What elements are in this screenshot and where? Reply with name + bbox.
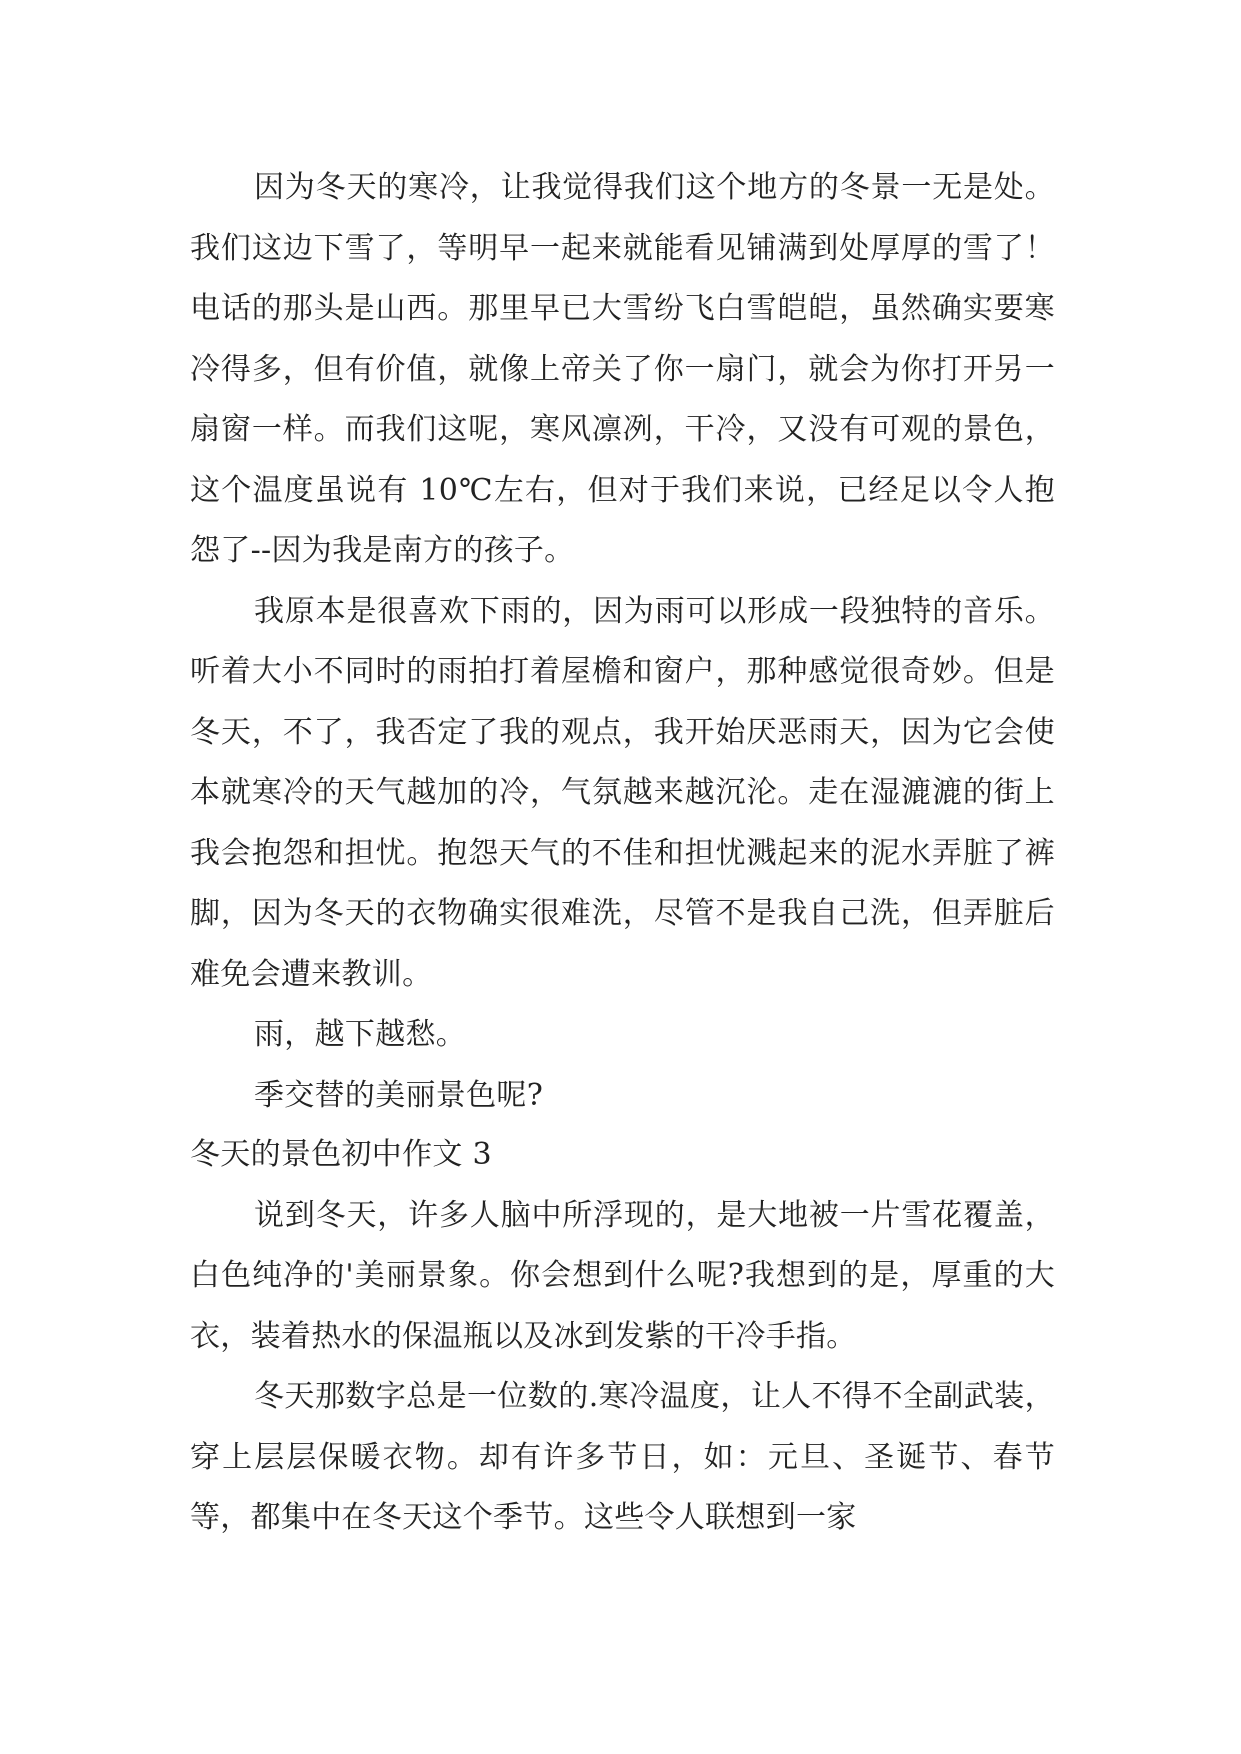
- text-line: 不是我自己洗，但弄脏后难免会遭来教训。: [190, 896, 1055, 992]
- text-line: 起来的泥水弄脏了裤脚，因为冬天的衣物确实很难洗，尽管: [190, 835, 1056, 931]
- text-line: 厚重的大衣，装着热水的保温瓶以及冰到发紫的干冷手指。: [190, 1258, 1055, 1354]
- essay-body-part-1: [190, 158, 1055, 1126]
- essay-title: 冬天的景色初中作文 3: [190, 1137, 492, 1172]
- text-line: 盖，白色纯净的'美丽景象。你会想到什么呢?我想到的是，: [190, 1197, 1055, 1293]
- text-line: 节、春节等，都集中在冬天这个季节。这些令人联想到一家: [190, 1439, 1056, 1535]
- text-line: 来说，已经足以令人抱怨了--因为我是南方的孩子。: [190, 472, 1055, 568]
- text-line: 妙。但是冬天，不了，我否定了我的观点，我开始厌恶雨天，: [190, 654, 1055, 750]
- text-line: 又没有可观的景色，这个温度虽说有 10℃左右，但对于我们: [190, 412, 1056, 508]
- paragraph-rain: [190, 582, 1055, 1006]
- text-line: 我原本是很喜欢下雨的，因为雨可以形成一段独特的音: [254, 593, 994, 629]
- text-line: 说到冬天，许多人脑中所浮现的，是大地被一片雪花覆: [254, 1197, 994, 1233]
- paragraph-season-question: [190, 1066, 1055, 1127]
- text-line: 虽然确实要寒冷得多，但有价值，就像上帝关了你一扇门，: [190, 291, 1055, 387]
- text-line: 因为它会使本就寒冷的天气越加的冷，气氛越来越沉沦。走: [190, 714, 1056, 810]
- text-line: 就会为你打开另一扇窗一样。而我们这呢，寒风凛冽，干冷，: [190, 351, 1055, 447]
- essay-body-part-2: [190, 1125, 1055, 1549]
- text-line: 冬天那数字总是一位数的.寒冷温度，让人不得不全副: [254, 1379, 964, 1414]
- paragraph-winter-impression: [190, 1186, 1055, 1368]
- text-line: 雨，越下越愁。: [254, 1017, 467, 1052]
- text-line: 因为冬天的寒冷，让我觉得我们这个地方的冬景一无是: [254, 170, 994, 205]
- paragraph-cold-winter: [190, 158, 1055, 582]
- text-line: 处。我们这边下雪了，等明早一起来就能看见铺满到处厚厚: [190, 170, 1055, 266]
- text-line: 在湿漉漉的街上我会抱怨和担忧。抱怨天气的不佳和担忧溅: [190, 775, 1055, 871]
- text-line: 季交替的美丽景色呢?: [254, 1077, 544, 1113]
- paragraph-winter-holidays: [190, 1367, 1055, 1549]
- text-line: 武装，穿上层层保暖衣物。却有许多节日，如：元旦、圣诞: [190, 1379, 1055, 1475]
- text-line: 乐。听着大小不同时的雨拍打着屋檐和窗户，那种感觉很奇: [190, 593, 1055, 689]
- text-line: 的雪了！电话的那头是山西。那里早已大雪纷飞白雪皑皑，: [190, 230, 1055, 326]
- paragraph-rain-sorrow: [190, 1005, 1055, 1066]
